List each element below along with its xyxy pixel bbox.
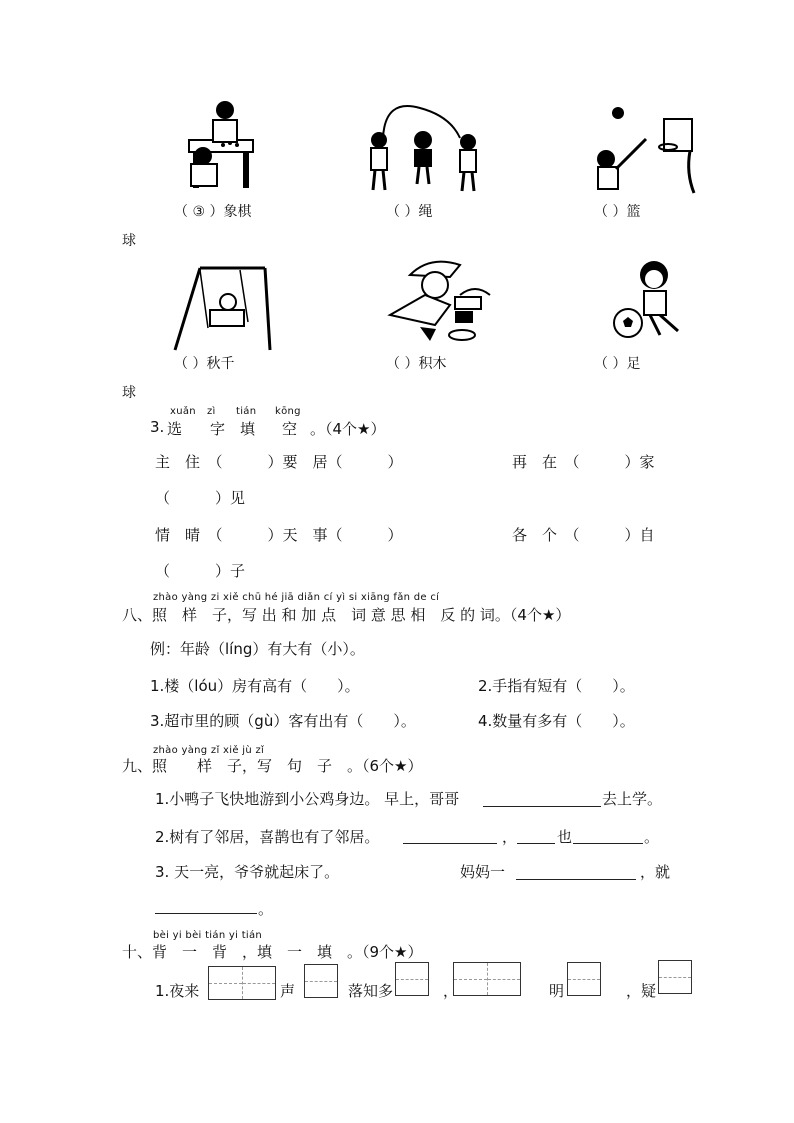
- q3-char-4: 空: [282, 420, 298, 438]
- q3-pinyin-2: zì: [207, 406, 216, 417]
- q9-s3-mom: 妈妈一: [460, 863, 506, 881]
- q9-s2-blank-2[interactable]: [517, 843, 555, 844]
- q9-pinyin: zhào yàng zǐ xiě jù zǐ: [153, 745, 265, 756]
- q8-pinyin: zhào yàng zi xiě chū hé jiā diǎn cí yì si xiāng fǎn de cí: [153, 592, 440, 603]
- q10-title: 十、背 一 背 ，填 一 填 。（9个★）: [122, 943, 423, 961]
- q9-s2-ye: 也: [557, 828, 573, 846]
- q3-line1-b: 再 在 （ ）家: [512, 453, 655, 471]
- q3-line1-a: 主 住 （ ）要 居（ ）: [155, 453, 403, 471]
- q9-s2-end: 。: [644, 828, 660, 846]
- q3-line3-a: 情 晴 （ ）天 事（ ）: [155, 526, 403, 544]
- q9-s3-blank-2[interactable]: [155, 913, 257, 914]
- q10-pinyin: bèi yi bèi tián yi tián: [153, 930, 263, 941]
- q10-grid-5[interactable]: [567, 962, 601, 996]
- q9-s3-jiu: ，就: [640, 863, 671, 881]
- q10-poem-3: 落知多: [348, 982, 394, 1000]
- q9-s2-blank-1[interactable]: [403, 843, 497, 844]
- q3-char-3: 填: [240, 420, 256, 438]
- q8-title: 八、照 样 子，写 出 和 加 点 词 意 思 相 反 的 词。（4个★）: [122, 606, 571, 624]
- caption-wrap-ball-1: 球: [122, 233, 136, 249]
- swing-picture: [170, 262, 280, 352]
- q10-poem-1: 1.夜来: [155, 982, 200, 1000]
- football-picture: [612, 255, 692, 345]
- q3-line4: （ ）子: [155, 562, 246, 580]
- q9-s3-end: 。: [258, 900, 274, 918]
- blocks-picture: [380, 255, 505, 347]
- q3-line3-b: 各 个 （ ）自: [512, 526, 655, 544]
- q3-char-2: 字: [210, 420, 226, 438]
- q10-grid-3[interactable]: [395, 962, 429, 996]
- q9-s1-blank[interactable]: [483, 806, 601, 807]
- q9-s2-comma: ，: [502, 828, 518, 846]
- q10-poem-2: 声: [280, 982, 296, 1000]
- caption-rope: （ ）绳: [386, 204, 433, 220]
- caption-basket: （ ）篮: [594, 204, 641, 220]
- q9-s2-start: 2.树有了邻居，喜鹊也有了邻居。: [155, 828, 380, 846]
- q8-item-3: 3.超市里的顾（gù）客有出有（ ）。: [150, 712, 416, 730]
- q8-example: 例：年龄（líng）有大有（小）。: [150, 640, 365, 658]
- q10-grid-4[interactable]: [453, 962, 521, 996]
- q3-pinyin-3: tián: [236, 406, 257, 417]
- q10-grid-1[interactable]: [208, 966, 276, 1000]
- caption-football: （ ）足: [594, 356, 641, 372]
- q9-s1-end: 去上学。: [602, 790, 663, 808]
- chess-players-picture: [185, 98, 260, 193]
- q9-s3-blank-1[interactable]: [516, 879, 636, 880]
- q3-char-1: 选: [167, 420, 183, 438]
- q8-item-1: 1.楼（lóu）房有高有（ ）。: [150, 677, 360, 695]
- q10-poem-6: ，疑: [626, 982, 657, 1000]
- caption-chess: （ ③ ）象棋: [174, 204, 252, 220]
- q9-s3-start: 3. 天一亮，爷爷就起床了。: [155, 863, 340, 881]
- q3-pinyin-4: kōng: [275, 406, 301, 417]
- q10-poem-5: 明: [549, 982, 565, 1000]
- caption-blocks: （ ）积木: [386, 356, 447, 372]
- caption-swing: （ ）秋千: [174, 356, 235, 372]
- basketball-picture: [590, 103, 700, 195]
- q3-line2: （ ）见: [155, 489, 246, 507]
- q3-pinyin-1: xuǎn: [170, 406, 196, 417]
- q10-grid-6[interactable]: [658, 960, 692, 994]
- q9-s1-start: 1.小鸭子飞快地游到小公鸡身边。 早上，哥哥: [155, 790, 460, 808]
- q8-item-2: 2.手指有短有（ ）。: [478, 677, 635, 695]
- q8-item-4: 4.数量有多有（ ）。: [478, 712, 635, 730]
- jump-rope-picture: [365, 98, 495, 193]
- q3-points: 。（4个★）: [310, 420, 386, 438]
- q9-title: 九、照 样 子，写 句 子 。（6个★）: [122, 757, 423, 775]
- q10-poem-4: ，: [443, 982, 459, 1000]
- q3-number: 3.: [150, 418, 165, 436]
- caption-wrap-ball-2: 球: [122, 385, 136, 401]
- q9-s2-blank-3[interactable]: [573, 843, 643, 844]
- q10-grid-2[interactable]: [304, 964, 338, 998]
